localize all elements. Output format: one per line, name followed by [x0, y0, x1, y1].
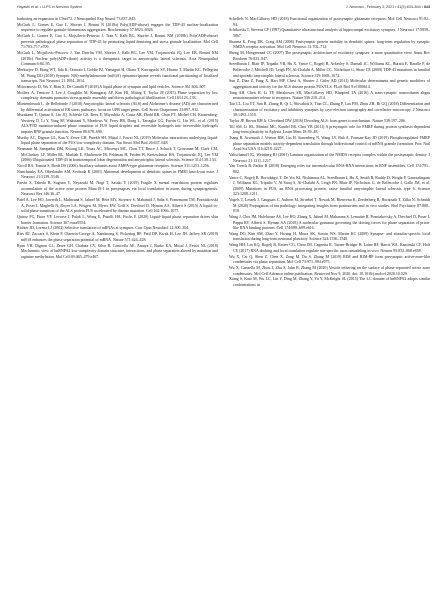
reference-entry: harboring an expansion in C9orf72. J Neuropathol Exp Neurol 73:837–845.	[17, 16, 137, 21]
reference-entry: McGurk L, Mojsilovic-Petrovic J, Van Deerlin VM, Shorter J, Kalb RG, Lee VM, Trojanowski JQ, Lee EB, Bonini NM (2018c) Nuclear poly(ADP-ribose) activity is a therapeutic target in amyotrophic lateral sclerosis. Acta Neuropathol Commun 6:84–95.	[17, 50, 218, 67]
running-header-left: Hayashi et al. • LLPS in Nervous System	[17, 5, 82, 9]
references-column-left	[17, 16, 218, 259]
reference-entry: Tsang B, Arsenault J, Vernon RM, Lin H, Sonenberg N, Wang LY, Bah A, Forman-Kay JD (2019) Phosphoregulated FMRP phase separation models activity-dependent translation through bidirectional control of mRNA granule formation. Proc Natl Acad Sci USA 116:4218–4227.	[229, 135, 430, 152]
reference-entry: Sheng M, Hoogenraad CC (2007) The postsynaptic architecture of excitatory synapses: a more quantitative view. Annu Rev Biochem 76:823–847.	[229, 50, 430, 61]
reference-entry: Patel A, Lee HO, Jawerth L, Maharana S, Jahnel M, Hein MY, Stoynov S, Mahamid J, Saha S, Franzmann TM, Pozniakovski A, Poser I, Maghelli N, Royer LA, Weigert M, Myers EW, Grill S, Drechsel D, Hyman AA, Alberti S (2015) A liquid-to-solid phase transition of the ALS protein FUS accelerated by disease mutation. Cell 162:1066–1077.	[17, 197, 218, 214]
reference-entry: Quiroz FG, Fiore VF, Levorse J, Polak L, Wong E, Pasolli HA, Fuchs E (2020) Liquid-liquid phase separation drives skin barrier formation. Science 367:eaax9554.	[17, 214, 218, 225]
reference-entry: Sreedharan J, Blair IP, Tripathi VB, Hu X, Vance C, Rogelj B, Ackerley S, Durnall JC, Williams KL, Buratti E, Baralle F, de Belleroche J, Mitchell JD, Leigh PN, Al-Chalabi A, Miller CC, Nicholson G, Shaw CE (2008) TDP-43 mutations in familial and sporadic amyotrophic lateral sclerosis. Science 319:1668–1672.	[229, 61, 430, 78]
reference-entry: Scheffels N, MacGillavry HD (2018) Functional organization of postsynaptic glutamate receptors. Mol Cell Neurosci 91:82–94.	[229, 16, 430, 27]
reference-entry: Montembeault L, de Bellefonde J (2018) Amyotrophic lateral sclerosis (ALS) and Alzheimer's disease (AD) are characterised by differential activation of ER stress pathways: focus on UPR target genes. Cell Stress Chaperones 23:897–912.	[17, 101, 218, 112]
reference-entry: Ries RJ, Zaccara S, Klein P, Olarerin-George A, Namkoong S, Pickering BF, Patil DP, Kwak H, Lee JH, Jaffrey SR (2019) m(6)A enhances the phase separation potential of mRNA. Nature 571:424–428.	[17, 231, 218, 242]
reference-entry: Vogels T, Leszek J, Gauguais C, Aubron M, Struebel T, Nowak M, Bienvenu K, Zeederberg B, Hornostik T, Zilka N, Schmidt M (2020) Propagation of tau pathology: integrating insights from postmortem and in vivo studies. Biol Psychiatry 87:808–818.	[229, 197, 430, 214]
reference-entry: Wang J, Choi JM, Holehouse AS, Lee HO, Zhang X, Jahnel M, Maharana S, Lemaitre R, Pozniakovsky A, Drechsel D, Poser I, Pappu RV, Alberti S, Hyman AA (2018) A molecular grammar governing the driving forces for phase separation of prion-like RNA binding proteins. Cell 174:688–699.e616.	[229, 214, 430, 231]
reference-entry: Sharma K, Fong DK, Craig AM (2006) Postsynaptic protein mobility in dendritic spines: long-term regulation by synaptic NMDA receptor activation. Mol Cell Neurosci 31:702–712.	[229, 38, 430, 50]
reference-entry: Taylor JP, Brown RH Jr, Cleveland DW (2016) Decoding ALS: from genes to mechanism. Nature 539:197–206.	[229, 117, 406, 123]
reference-entry: Till SM, Li HL, Miniaci MC, Kandel ER, Choi YB (2011) A presynaptic role for FMRP during protein synthesis-dependent long-term plasticity in Aplysia. Learn Mem 18:39–48.	[229, 123, 430, 135]
reference-entry: McGurk L, Gomes E, Guo L, Shorter J, Bonini N (2018a) Poly(ADP-ribose) engages the TDP-43 nuclear-localization sequence to regulate granulo-filamentous aggregation. Biochemistry 57:6923–6926.	[17, 21, 218, 33]
page-number: 843	[424, 5, 430, 9]
reference-entry: Schikorski T, Stevens CF (1997) Quantitative ultrastructural analysis of hippocampal excitatory synapses. J Neurosci 17:5858–5867.	[229, 27, 430, 38]
reference-entry: Molliex A, Temirov J, Lee J, Coughlin M, Kanagaraj AP, Kim HJ, Mittag T, Taylor JP (2015) Phase separation by low complexity domains promotes stress granule assembly and drives pathological fibrillization. Cell 163:123–133.	[17, 89, 218, 101]
reference-entry: Wu X, Ganzella M, Zhou J, Zhu S, Jahn R, Zhang M (2020) Vesicle tethering on the surface of phase-separated active zone condensates. Mol Cell Advance online publication. Retrieved Nov 9, 2020. doi: 10.1016/j.molcel.2020.10.029.	[229, 265, 430, 276]
reference-entry: Vance C, Rogelj B, Hortobágyi T, De Vos KJ, Nishimura AL, Sreedharan J, Hu X, Smith B, Ruddy D, Wright P, Ganesalingam J, Williams KL, Tripathi V, Al-Saraj S, Al-Chalabi A, Leigh PN, Blair IP, Nicholson G, de Belleroche J, Gallo JM, et al. (2009) Mutations in FUS, an RNA processing protein, cause familial amyotrophic lateral sclerosis type 6. Science 323:1208–1211.	[229, 174, 430, 197]
reference-entry: Murakami T, Qamar S, Lin JQ, Schierle GS, Rees E, Miyashita A, Costa AR, Dodd RB, Chan FT, Michel CH, Kronenberg-Versteeg D, Li Y, Yang SP, Wakutani Y, Meadows W, Ferry RR, Dong L, Tartaglia GG, Favrin G, Lin WL, et al. (2015) ALS/FTD mutation-induced phase transition of FUS liquid droplets and reversible hydrogels into irreversible hydrogels impairs RNP granule function. Neuron 88:678–690.	[17, 112, 218, 134]
reference-entry: Nicoll RA, Tomita S, Bredt DS (2006) Auxiliary subunits assist AMPA-type glutamate receptors. Science 311:1253–1256.	[17, 163, 210, 169]
references-column-right	[229, 16, 430, 288]
reference-entry: McGurk L, Gomes E, Guo L, Mojsilovic-Petrovic J, Tran V, Kalb RG, Shorter J, Bonini NM (2018b) Poly(ADP-ribose) prevents pathological phase separation of TDP-43 by promoting liquid demixing and stress granule localization. Mol Cell 71:703–717.e709.	[17, 33, 218, 50]
reference-entry: Van Treeck B, Parker R (2018) Emerging roles for intermolecular RNA-RNA interactions in RNP assemblies. Cell 174:791–802.	[229, 163, 430, 174]
reference-entry: Wang DO, Kim SM, Zhao Y, Hwang H, Miura SK, Sossin WS, Martin KC (2009) Synapse- and stimulus-specific local translation during long-term neuronal plasticity. Science 324:1536–1540.	[229, 230, 430, 242]
reference-entry: Richter JD, Lorenz LJ (2002) Selective translation of mRNAs at synapses. Curr Opin Neurobiol 12:300–304.	[17, 225, 190, 231]
reference-entry: Parvin S, Takeda R, Sugiura Y, Neyazaki M, Nogi T, Sasaki Y (2019) Fragile X mental retardation protein regulates accumulation of the active zone protein Munc18-1 in presynapses via local translation in axons during synaptogenesis. Neurosci Res 146:36–47.	[17, 180, 218, 197]
running-header	[0, 0, 447, 14]
reference-entry: Wang HH, Lin KQ, Rogelj B, Reiser CG, Chou JM, Cagnetta R, Turner-Bridger B, Laine RF, Harris WA, Kaminski CF, Holt CE (2017) RNA docking and local translation regulate site-specific axon remodeling in vivo. Neuron 95:852–868.e858.	[229, 242, 430, 253]
reference-entry: Merkurjev D, Hong WT, Iida K, Oomoto I, Goldie BJ, Yamaguti H, Ohara T, Kawaguchi SY, Hirano T, Martin KC, Pellegrini M, Wang DO (2018) Synaptic N(6)-methyladenosine (m(6)A) epitranscriptome reveals functional partitioning of localized transcripts. Nat Neurosci 21:1004–1014.	[17, 66, 218, 84]
reference-entry: Ryan VH, Dignon GL, Zerze GH, Chabata CV, Silva R, Conicella AE, Amaya J, Burke KA, Mittal J, Fawzi NL (2018) Mechanistic view of hnRNPA2 low-complexity domain structure, interactions, and phase separation altered by mutation and arginine methylation. Mol Cell 69:465–479.e467.	[17, 242, 218, 259]
reference-entry: Valtschanoff JG, Weinberg RJ (2001) Laminar organization of the NMDA receptor complex within the postsynaptic density. J Neurosci 21:1211–1217.	[229, 152, 430, 163]
reference-entry: Tao CL, Liu YT, Sun R, Zhang B, Qi L, Shivakoti S, Tian CL, Zhang P, Lau PM, Zhou ZH, Bi GQ (2018) Differentiation and characterization of excitatory and inhibitory synapses by cryo-electron tomography and correlative microscopy. J Neurosci 38:1493–1510.	[229, 101, 430, 118]
running-header-right	[346, 5, 430, 9]
reference-entry: Tang AH, Chen H, Li TP, Metzbower SR, MacGillavry HD, Blanpied TA (2016) A trans-synaptic nanocolumn aligns neurotransmitter release to receptors. Nature 536:210–214.	[229, 89, 430, 101]
reference-entry: Neumann M, Sampathu DM, Kwong LK, Truax AC, Micsenyi MC, Chou TT, Bruce J, Schuck T, Grossman M, Clark CM, McCluskey LF, Miller BL, Masliah E, Mackenzie IR, Feldman H, Feiden W, Kretzschmar HA, Trojanowski JQ, Lee VM (2006) Ubiquitinated TDP-43 in frontotemporal lobar degeneration and amyotrophic lateral sclerosis. Science 314:130–133.	[17, 146, 218, 163]
journal-citation: J. Neurosci., February 3, 2021 • 41(5):834–844 •	[345, 5, 423, 9]
reference-entry: Nimchinsky EA, Oberlander AM, Svoboda K (2001) Abnormal development of dendritic spines in FMR1 knock-out mice. J Neurosci 21:5139–5146.	[17, 168, 218, 180]
reference-entry: Murthy AC, Dignon GL, Kan Y, Zerze GH, Parekh SH, Mittal J, Fawzi NL (2019) Molecular interactions underlying liquid-liquid phase separation of the FUS low-complexity domain. Nat Struct Mol Biol 26:637–648.	[17, 134, 218, 146]
reference-entry: Milovanovic D, Wu Y, Bian X, De Camilli P (2018) A liquid phase of synapsin and lipid vesicles. Science 361:604–607.	[17, 83, 207, 89]
reference-entry: Sun Z, Diaz Z, Fang X, Hart MP, Chesi A, Shorter J, Gitler AD (2011) Molecular determinants and genetic modifiers of aggregation and toxicity for the ALS disease protein FUS/TLS. PLoS Biol 9:e1000614.	[229, 78, 430, 89]
reference-entry: Wu X, Cai Q, Shen Z, Chen X, Zeng M, Du S, Zhang M (2019) RIM and RIM-BP form presynaptic active-zone-like condensates via phase separation. Mol Cell 73:971–984.e975.	[229, 253, 430, 265]
reference-entry: Xiang S, Kato M, Wu LC, Lin Y, Ding M, Zhang Y, Yu Y, McKnight SL (2015) The LC domain of hnRNPA2 adopts similar conformations in	[229, 276, 430, 287]
